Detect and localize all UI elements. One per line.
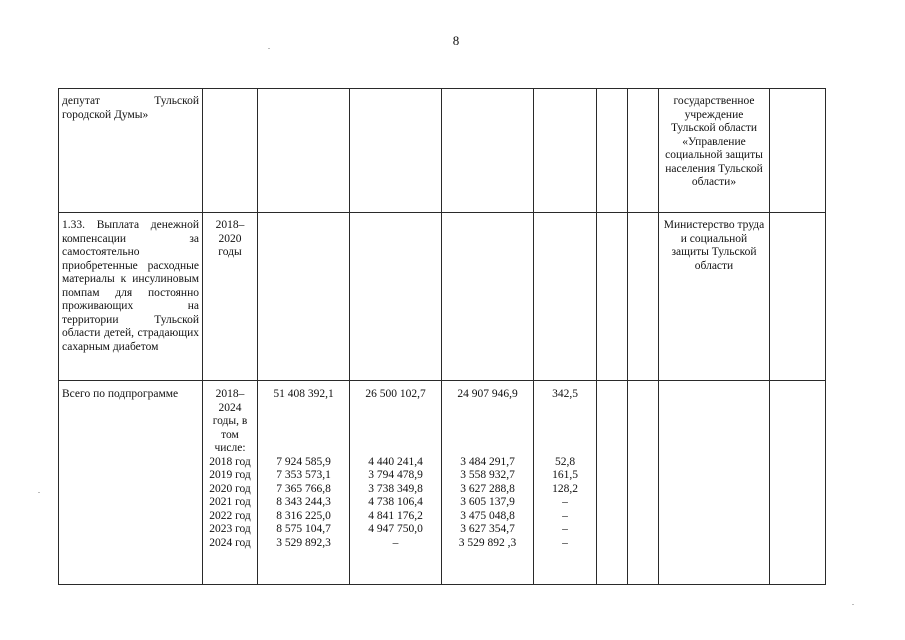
year-value: 128,2 (552, 482, 578, 495)
total-value: 342,5 (552, 388, 578, 400)
table-row (59, 89, 826, 213)
year-value: 3 627 354,7 (460, 523, 515, 535)
empty-cell (628, 213, 659, 381)
empty-cell (258, 213, 350, 381)
year-label: 2020 год (209, 482, 251, 495)
year-value: 4 440 241,4 (368, 455, 423, 468)
empty-cell (597, 381, 628, 585)
empty-cell (258, 89, 350, 213)
table-row (59, 213, 826, 381)
years-header-line: 2018– (215, 388, 245, 400)
total-column-1 (258, 381, 350, 585)
year-value: 8 575 104,7 (276, 523, 331, 535)
year-label: 2023 год (209, 523, 251, 535)
empty-cell (659, 381, 770, 585)
year-value: – (562, 496, 568, 508)
year-value: 4 738 106,4 (368, 496, 423, 508)
year-value: 8 316 225,0 (276, 509, 331, 522)
year-value: – (562, 523, 568, 535)
empty-cell (770, 213, 826, 381)
years-header-line: 2024 (218, 401, 242, 414)
year-value: 3 529 892,3 (276, 536, 331, 549)
year-value: 3 558 932,7 (460, 469, 515, 481)
year-value: 3 627 288,8 (460, 482, 515, 495)
row-organization: государственное учреждение Тульской области «Управление социальной защиты населения Тульской области» (659, 89, 770, 213)
row-description: депутат Тульской городской Думы» (59, 89, 203, 213)
total-column-4 (534, 381, 597, 585)
empty-cell (442, 213, 534, 381)
table-row (59, 381, 826, 585)
year-value: 161,5 (552, 469, 578, 481)
empty-cell (597, 213, 628, 381)
empty-cell (442, 89, 534, 213)
empty-cell (628, 381, 659, 585)
year-value: 3 794 478,9 (368, 469, 423, 481)
row-organization: Министерство труда и социальной защиты Тульской области (659, 213, 770, 381)
scan-speck (268, 48, 270, 49)
years-header-line: числе: (214, 442, 246, 454)
total-label: Всего по подпрограмме (59, 381, 203, 585)
total-column-3 (442, 381, 534, 585)
year-value: 3 529 892 ,3 (458, 536, 517, 549)
year-value: 52,8 (554, 455, 576, 468)
empty-cell (203, 89, 258, 213)
scan-speck (852, 604, 854, 605)
year-value: 4 947 750,0 (368, 523, 423, 535)
year-value: 3 475 048,8 (460, 509, 515, 522)
year-value: 4 841 176,2 (368, 509, 423, 522)
budget-table (58, 88, 826, 585)
row-description: 1.33. Выплата денежной компенсации за самостоятельно приобретенные расходные материалы к инсулиновым помпам для постоянно проживающих на территории Тульской области детей, страдающих сахарным диабетом (59, 213, 203, 381)
scan-speck (38, 492, 40, 493)
empty-cell (534, 89, 597, 213)
total-years-cell (203, 381, 258, 585)
year-value: 7 924 585,9 (276, 455, 331, 468)
year-label: 2018 год (209, 455, 251, 468)
year-value: – (392, 536, 399, 549)
empty-cell (770, 381, 826, 585)
year-value: 7 365 766,8 (276, 482, 331, 495)
year-label: 2024 год (209, 536, 251, 549)
year-value: 3 605 137,9 (460, 496, 515, 508)
total-value: 24 907 946,9 (457, 388, 518, 400)
empty-cell (628, 89, 659, 213)
year-value: – (562, 509, 568, 522)
empty-cell (770, 89, 826, 213)
year-value: 7 353 573,1 (276, 469, 331, 481)
empty-cell (534, 213, 597, 381)
empty-cell (350, 213, 442, 381)
total-value: 51 408 392,1 (273, 388, 334, 400)
total-column-2 (350, 381, 442, 585)
year-label: 2022 год (209, 509, 251, 522)
year-value: 3 484 291,7 (460, 455, 515, 468)
years-header-line: годы, в (212, 415, 248, 427)
year-value: 8 343 244,3 (276, 496, 331, 508)
empty-cell (597, 89, 628, 213)
page-number: 8 (452, 33, 460, 48)
empty-cell (350, 89, 442, 213)
years-header-line: том (221, 428, 239, 441)
year-label: 2019 год (209, 469, 251, 481)
year-value: – (562, 536, 568, 549)
total-value: 26 500 102,7 (365, 388, 426, 400)
year-value: 3 738 349,8 (368, 482, 423, 495)
year-label: 2021 год (209, 496, 251, 508)
row-years: 2018–2020 годы (203, 213, 258, 381)
